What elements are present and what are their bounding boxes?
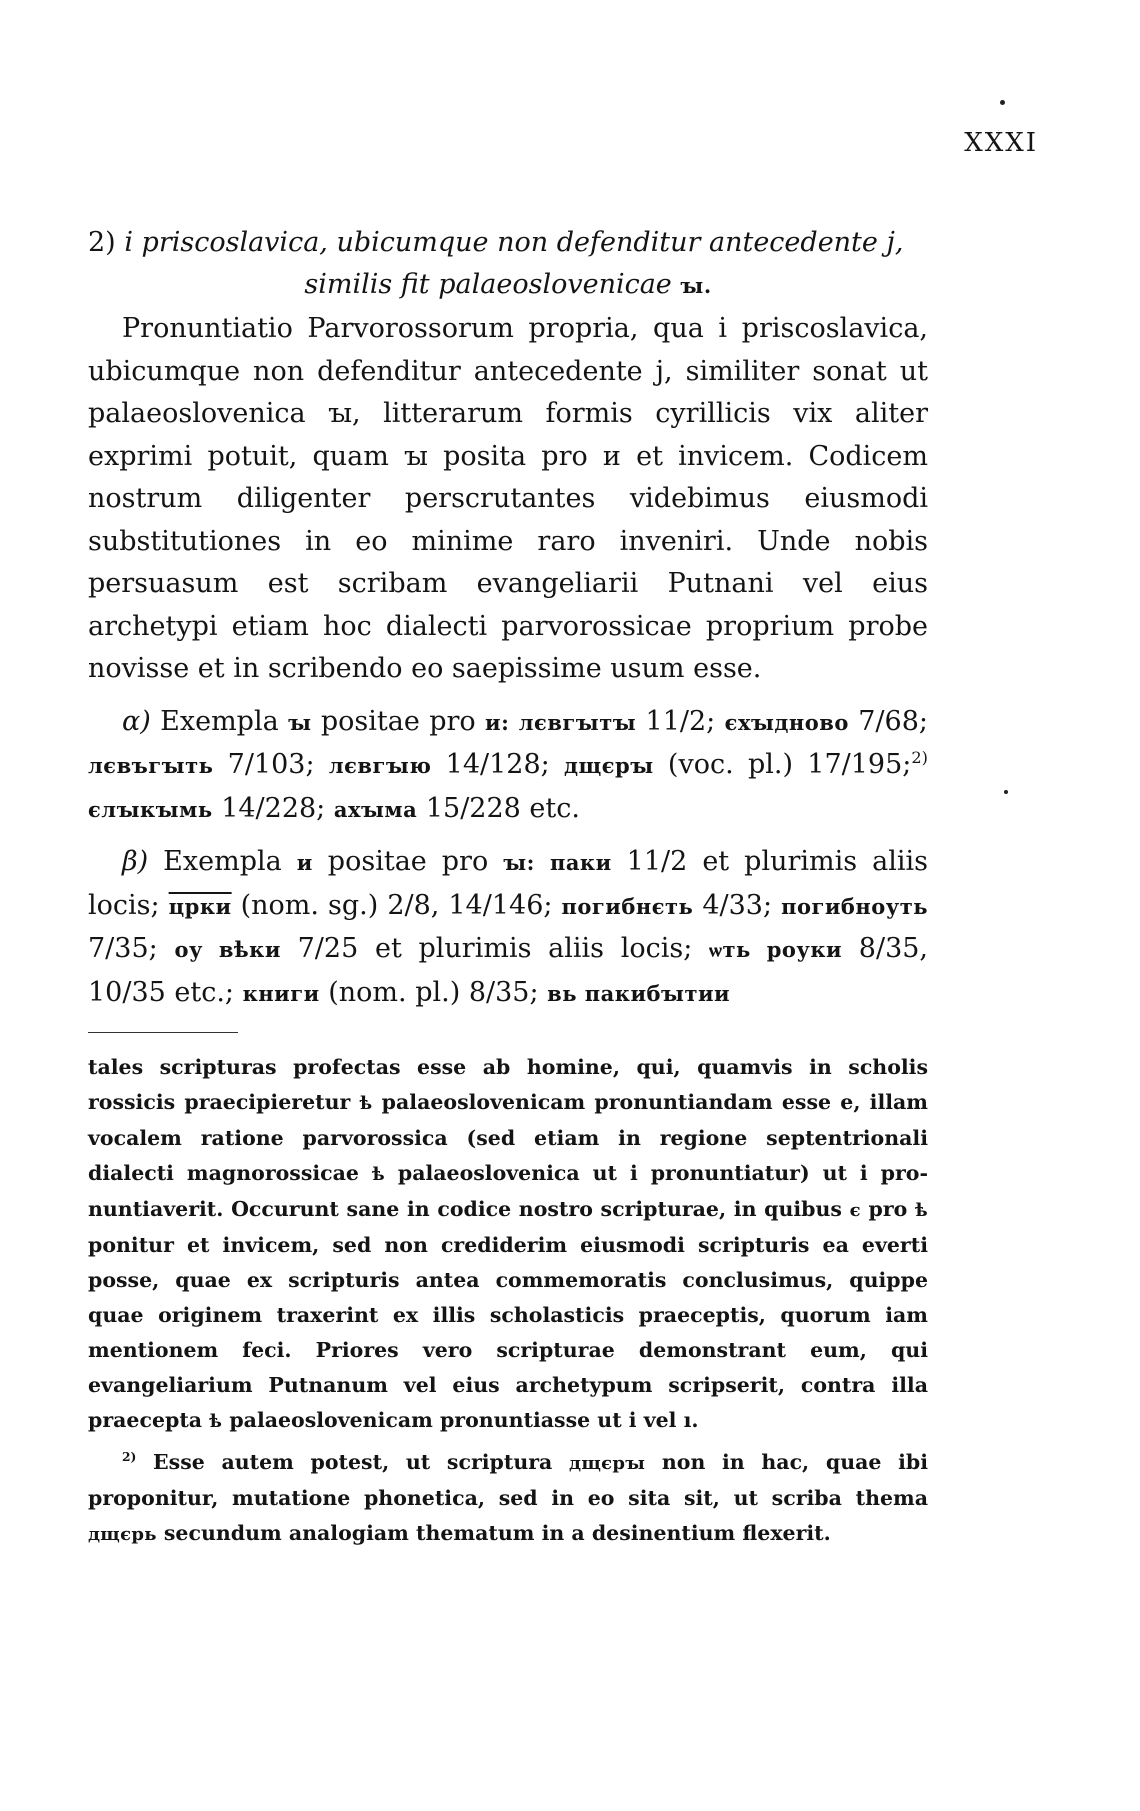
paragraph-beta: β) Exempla и positae pro ꙑ: паки 11/2 et plurimis aliis locis; црки (nom. sg.) 2/8, 14/146; погибнєть 4/33; погибноуть 7/35; оу вѣки 7/25 et plurimis aliis locis; ѡть роуки 8/35, 10/35 etc.; книги (nom. pl.) 8/35; вь пакибꙑтии xyxy=(88,846,929,1008)
page-number: XXXI xyxy=(964,128,1038,158)
footnote-ref-2: 2) xyxy=(911,748,928,767)
alpha-marker: α) xyxy=(122,705,151,737)
paragraph-alpha: α) Exempla ꙑ positae pro и: лєвгꙑтꙑ 11/2; єхꙑдново 7/68; лєвъгꙑть 7/103; лєвгꙑю 14/128; дщєрꙑ (voc. pl.) 17/195;$^{2)}$ єлꙑкꙑмь 14/228; ахꙑма 15/228 etc. xyxy=(88,705,928,824)
heading-line-1 xyxy=(88,222,928,264)
print-speck xyxy=(1004,790,1008,794)
footnote-2: $^{2)}$ Esse autem potest, ut scriptura дщєрꙑ non in hac, quae ibi proponitur, mutatione phonetica, sed in eo sita sit, ut scriba thema дщєрь secundum analogiam thematum in a desinentium flexerit. xyxy=(88,1449,929,1545)
body-text xyxy=(88,308,928,1015)
heading-text-1: i priscoslavica, ubicumque non defenditur antecedente j, xyxy=(124,227,904,258)
document-page xyxy=(88,0,1048,1811)
heading-line-2 xyxy=(88,264,928,307)
footnote-continued: tales scripturas profectas esse ab homine, qui, quamvis in scholis rossicis praecipieretur ѣ palaeoslovenicam pronuntiandam esse e, illam vocalem ratione parvorossica (sed etiam in regione septentrionali dialecti magnorossicae ѣ palaeoslovenica ut i pronuntiatur) ut i pronuntiaverit. Occurunt sane in codice nostro scripturae, in quibus є pro ѣ ponitur et invicem, sed non crediderim eiusmodi scripturis ea everti posse, quae ex scripturis antea commemoratis conclusimus, quippe quae originem traxerint ex illis scholasticis praeceptis, quorum iam mentionem feci. Priores vero scripturae demonstrant eum, qui evangeliarium Putnanum vel eius archetypum scripserit, contra illa praecepta ѣ palaeoslovenicam pronuntiasse ut i vel ı. xyxy=(88,1055,929,1432)
footnote-2-number: 2) xyxy=(122,1449,137,1465)
beta-marker: β) xyxy=(122,846,149,877)
heading-number: 2) xyxy=(88,227,116,258)
print-speck xyxy=(1000,100,1005,105)
footnote-separator xyxy=(88,1032,238,1033)
heading-cyrillic: ꙑ. xyxy=(680,273,712,298)
footnotes xyxy=(88,1050,928,1552)
section-heading xyxy=(88,222,928,307)
heading-text-2: similis fit palaeoslovenicae xyxy=(304,269,672,300)
paragraph-pronuntiatio: Pronuntiatio Parvorossorum propria, qua i priscoslavica, ubicumque non defenditur antecedente j, similiter sonat ut palaeoslovenica ꙑ, litterarum formis cyrillicis vix aliter exprimi potuit, quam ꙑ posita pro и et invicem. Codicem nostrum diligenter perscrutantes videbimus eiusmodi substitutiones in eo minime raro inveniri. Unde nobis persuasum est scribam evangeliarii Putnani vel eius archetypi etiam hoc dialecti parvorossicae proprium probe novisse et in scribendo eo saepissime usum esse. xyxy=(88,313,928,684)
